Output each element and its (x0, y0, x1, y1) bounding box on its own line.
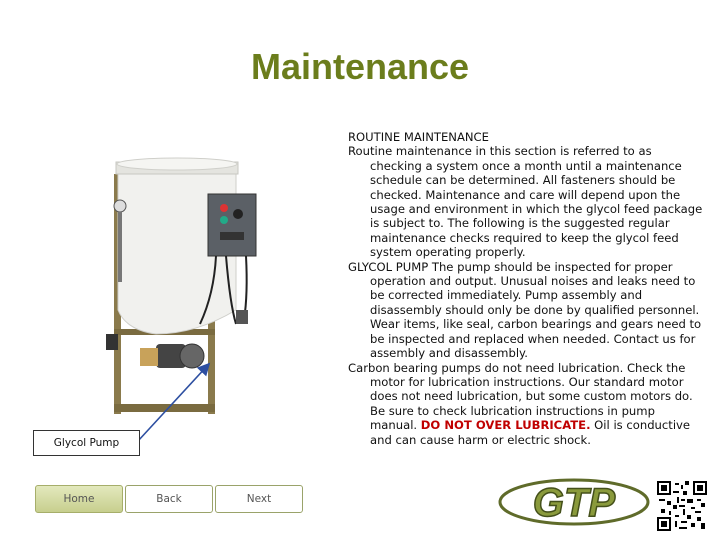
pump-text: The pump should be inspected for proper operation and output. Unusual noises and leaks need to be corrected immediately. Pump assembly and disassembly should only be done by qualified personnel. Wear items, like seal, carbon bearings and gears need to be inspected and replaced when needed. Contact us for assembly and disassembly. (370, 259, 702, 361)
back-button[interactable]: Back (125, 485, 213, 513)
lubrication-text: Carbon bearing pumps do not need lubrication. Check the motor for lubrication instructions. Our standard motor does not need lubrication, but some custom motors do. Be sure to check lubrication instructions in pump manual. (348, 360, 693, 433)
lubrication-text-end: Oil is conductive and can cause harm or electric shock. (370, 418, 691, 447)
glycol-feed-system-image (96, 134, 262, 424)
page-title: Maintenance (250, 46, 470, 87)
pump-paragraph (348, 260, 704, 361)
home-button[interactable]: Home (35, 485, 123, 513)
next-button[interactable]: Next (215, 485, 303, 513)
glycol-pump-callout: Glycol Pump (33, 430, 140, 456)
lubrication-warning: DO NOT OVER LUBRICATE. (420, 418, 591, 433)
section-heading: ROUTINE MAINTENANCE (348, 130, 489, 144)
qr-code (657, 481, 707, 531)
gtp-logo (498, 478, 650, 526)
maintenance-text (348, 130, 704, 447)
routine-paragraph: Routine maintenance in this section is referred to as checking a system once a month until a maintenance schedule can be determined. All fasteners should be checked. Maintenance and care will depend upon the usage and environment in which the glycol feed package is subject to. The following is the suggested regular maintenance checks required to keep the glycol feed system operating properly. (348, 144, 703, 260)
lubrication-paragraph (348, 361, 704, 447)
logo-text: GTP (532, 481, 616, 525)
pump-heading: GLYCOL PUMP (348, 259, 429, 274)
